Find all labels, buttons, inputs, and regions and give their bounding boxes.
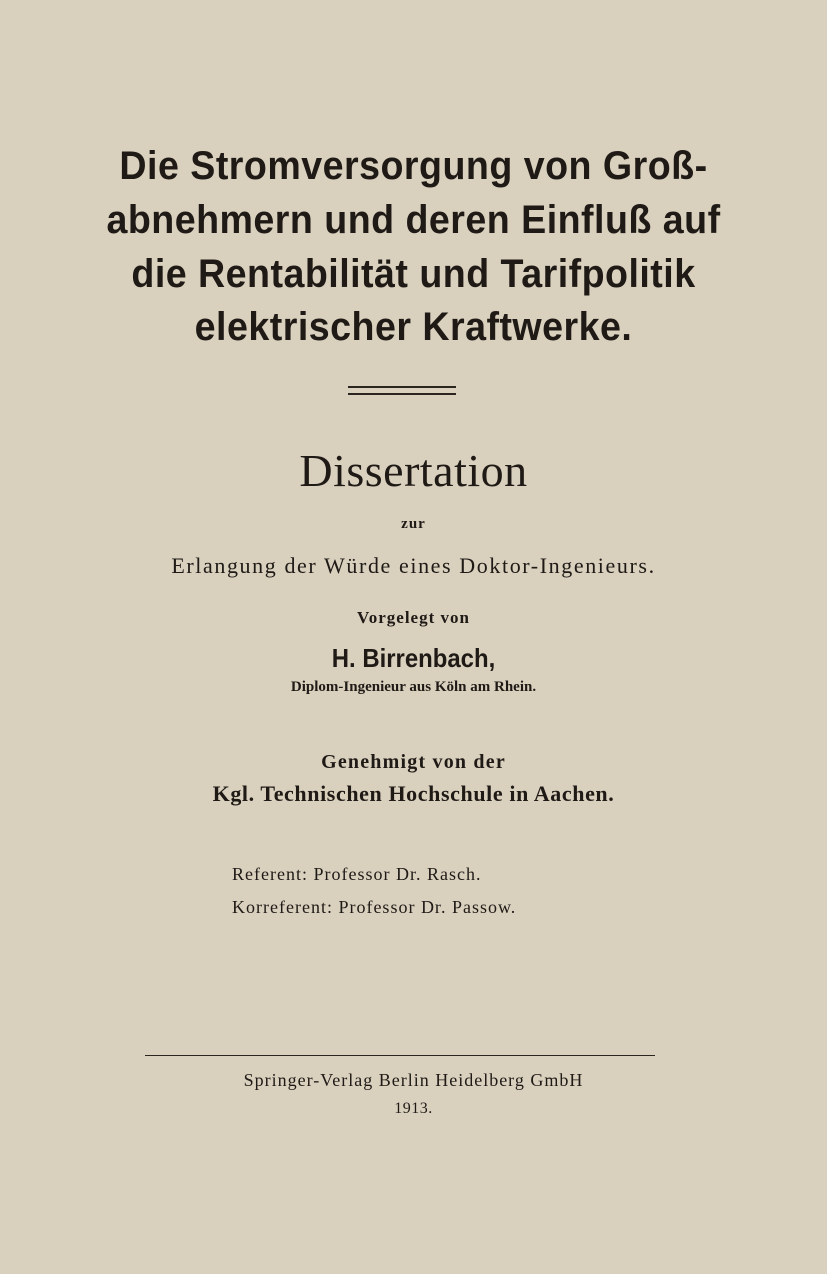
approved-by-label: Genehmigt von der bbox=[321, 751, 506, 773]
zur-label: zur bbox=[401, 516, 426, 532]
title-line-4: elektrischer Kraftwerke. bbox=[194, 305, 633, 349]
publication-year: 1913. bbox=[394, 1100, 433, 1117]
institution-name: Kgl. Technischen Hochschule in Aachen. bbox=[212, 781, 615, 806]
title-line-3: die Rentabilität und Tarifpolitik bbox=[131, 252, 696, 296]
korreferent-line: Korreferent: Professor Dr. Passow. bbox=[232, 897, 517, 917]
title-line-1: Die Stromversorgung von Groß- bbox=[119, 144, 708, 188]
title-divider bbox=[348, 386, 456, 395]
referent-line: Referent: Professor Dr. Rasch. bbox=[232, 864, 482, 884]
author-description: Diplom-Ingenieur aus Köln am Rhein. bbox=[290, 679, 537, 695]
author-name: H. Birrenbach, bbox=[331, 643, 496, 673]
dissertation-heading: Dissertation bbox=[299, 445, 528, 496]
presented-by-label: Vorgelegt von bbox=[357, 608, 470, 627]
degree-purpose: Erlangung der Würde eines Doktor-Ingenieurs. bbox=[171, 553, 656, 578]
publisher-name: Springer-Verlag Berlin Heidelberg GmbH bbox=[243, 1070, 584, 1090]
imprint-divider bbox=[145, 1055, 655, 1056]
title-line-2: abnehmern und deren Einfluß auf bbox=[106, 198, 721, 242]
